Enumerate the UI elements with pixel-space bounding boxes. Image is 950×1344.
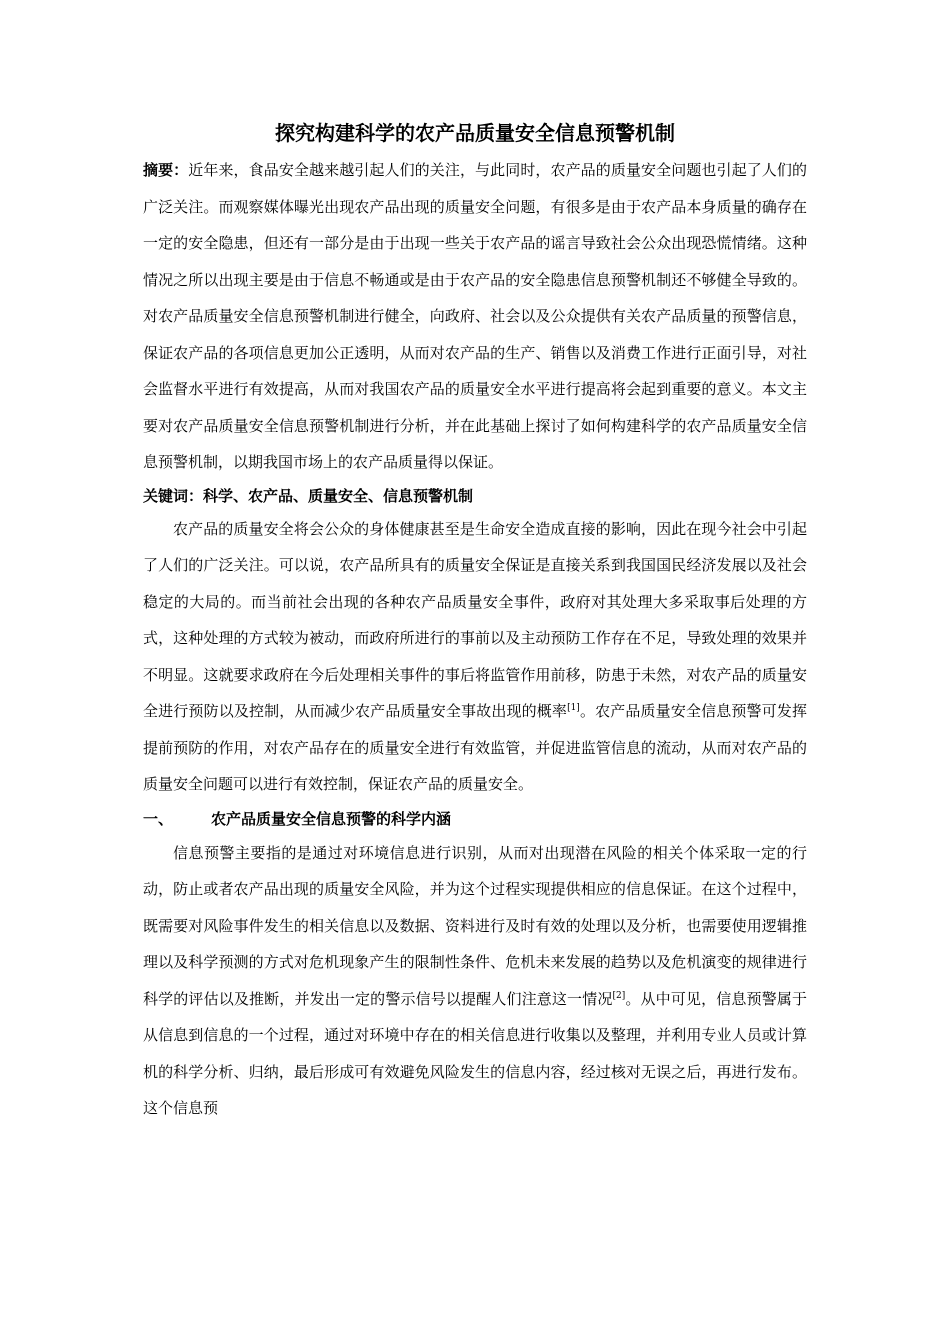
citation-ref-1: [1] <box>567 703 580 713</box>
document-title: 探究构建科学的农产品质量安全信息预警机制 <box>275 121 675 145</box>
section-text-part1: 信息预警主要指的是通过对环境信息进行识别，从而对出现潜在风险的相关个体采取一定的行动，防止或者农产品出现的质量安全风险，并为这个过程实现提供相应的信息保证。在这个过程中，既需要对风险事件发生的相关信息以及数据、资料进行及时有效的处理以及分析，也需要使用逻辑推理以及科学预测的方式对危机现象产生的限制性条件、危机未来发展的趋势以及危机演变的规律进行科学的评估以及推断，并发出一定的警示信号以提醒人们注意这一情况 <box>143 843 807 1008</box>
section-title: 农产品质量安全信息预警的科学内涵 <box>211 809 452 828</box>
document-page <box>143 118 807 1127</box>
abstract-label: 摘要： <box>143 161 189 179</box>
intro-paragraph <box>143 511 807 803</box>
abstract-paragraph <box>143 152 807 481</box>
section-number: 一、 <box>143 809 174 828</box>
citation-ref-2: [2] <box>612 990 626 1001</box>
intro-text-part1: 农产品的质量安全将会公众的身体健康甚至是生命安全造成直接的影响，因此在现今社会中引起了人们的广泛关注。可以说，农产品所具有的质量安全保证是直接关系到我国国民经济发展以及社会稳定的大局的。而当前社会出现的各种农产品质量安全事件，政府对其处理大多采取事后处理的方式，这种处理的方式较为被动，而政府所进行的事前以及主动预防工作存在不足，导致处理的效果并不明显。这就要求政府在今后处理相关事件的事后将监管作用前移，防患于未然，对农产品的质量安全进行预防以及控制，从而减少农产品质量安全事故出现的概率 <box>143 519 807 720</box>
section-heading <box>143 803 807 835</box>
intro-text-part2: 。农产品质量安全信息预警可发挥提前预防的作用，对农产品存在的质量安全进行有效监管，并促进监管信息的流动，从而对农产品的质量安全问题可以进行有效控制，保证农产品的质量安全。 <box>143 702 807 793</box>
section-text-part2: 。从中可见，信息预警属于从信息到信息的一个过程，通过对环境中存在的相关信息进行收集以及整理，并利用专业人员或计算机的科学分析、归纳，最后形成可有效避免风险发生的信息内容，经过核对无误之后，再进行发布。这个信息预 <box>143 989 807 1117</box>
abstract-text: 近年来，食品安全越来越引起人们的关注，与此同时，农产品的质量安全问题也引起了人们的广泛关注。而观察媒体曝光出现农产品出现的质量安全问题，有很多是由于农产品本身质量的确存在一定的安全隐患，但还有一部分是由于出现一些关于农产品的谣言导致社会公众出现恐慌情绪。这种情况之所以出现主要是由于信息不畅通或是由于农产品的安全隐患信息预警机制还不够健全导致的。对农产品质量安全信息预警机制进行健全，向政府、社会以及公众提供有关农产品质量的预警信息，保证农产品的各项信息更加公正透明，从而对农产品的生产、销售以及消费工作进行正面引导，对社会监督水平进行有效提高，从而对我国农产品的质量安全水平进行提高将会起到重要的意义。本文主要对农产品质量安全信息预警机制进行分析，并在此基础上探讨了如何构建科学的农产品质量安全信息预警机制，以期我国市场上的农产品质量得以保证。 <box>143 161 807 471</box>
keywords-line: 关键词：科学、农产品、质量安全、信息预警机制 <box>143 486 474 505</box>
section-paragraph <box>143 835 807 1127</box>
